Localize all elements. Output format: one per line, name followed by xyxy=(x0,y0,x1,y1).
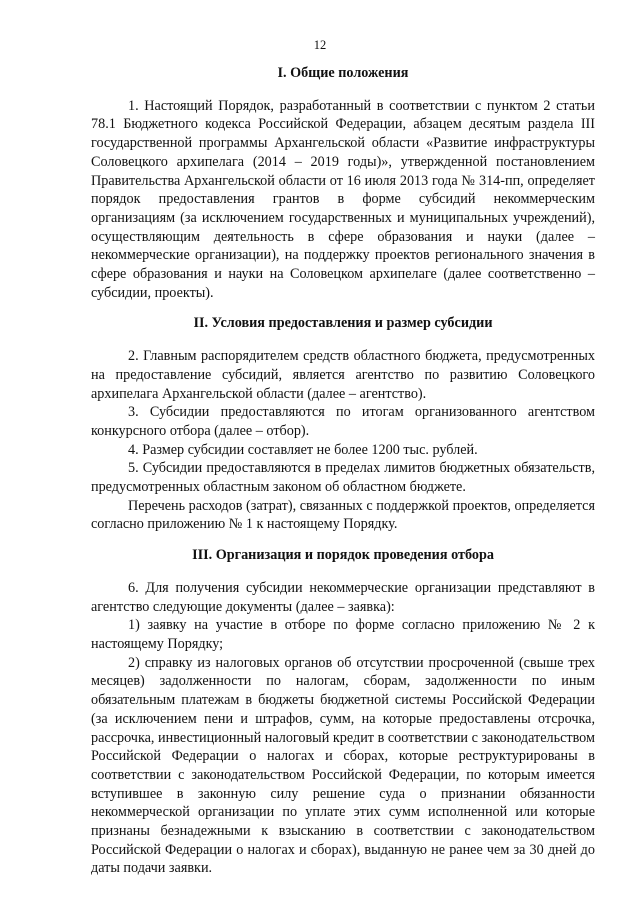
paragraph: 5. Субсидии предоставляются в пределах лимитов бюджетных обязательств, предусмотренных областным законом об областном бюджете. xyxy=(91,460,595,496)
paragraph: 2. Главным распорядителем средств областного бюджета, предусмотренных на предоставление субсидий, является агентство по развитию Соловецкого архипелага Архангельской области (далее – агентство). xyxy=(91,348,595,402)
section-title: I. Общие положения xyxy=(277,65,409,81)
page-number: 12 xyxy=(313,38,327,52)
section-selection-procedure xyxy=(91,546,595,878)
section-general-provisions xyxy=(91,64,595,302)
paragraph: 3. Субсидии предоставляются по итогам организованного агентством конкурсного отбора (далее – отбор). xyxy=(91,404,595,439)
section-subsidy-conditions xyxy=(91,314,595,534)
paragraph: 6. Для получения субсидии некоммерческие организации представляют в агентство следующие документы (далее – заявка): xyxy=(91,579,595,615)
section-title: III. Организация и порядок проведения отбора xyxy=(192,547,494,564)
section-title: II. Условия предоставления и размер субсидии xyxy=(193,315,493,332)
paragraph: Перечень расходов (затрат), связанных с поддержкой проектов, определяется согласно приложению № 1 к настоящему Порядку. xyxy=(91,497,595,533)
paragraph: 2) справку из налоговых органов об отсутствии просроченной (свыше трех месяцев) задолженности по налогам, сборам, задолженности по иным обязательным платежам в бюджеты бюджетной системы Российской Федерации (за исключением пени и штрафов, сумм, на которые предоставлены отсрочка, рассрочка, инвестиционный налоговый кредит в соответствии с законодательством Российской Федерации о налогах и сборах, которые реструктурированы в соответствии с законодательством Российской Федерации, по которым имеется вступившее в законную силу решение суда о признании обязанности некоммерческой организации по уплате этих сумм исполненной или которые признаны безнадежными к взысканию в соответствии с законодательством Российской Федерации о налогах и сборах), выданную не ранее чем за 30 дней до даты подачи заявки. xyxy=(91,654,595,877)
paragraph: 1) заявку на участие в отборе по форме согласно приложению № 2 к настоящему Порядку; xyxy=(91,617,595,652)
document-body xyxy=(91,64,595,878)
paragraph: 1. Настоящий Порядок, разработанный в соответствии с пунктом 2 статьи 78.1 Бюджетного кодекса Российской Федерации, абзацем десятым раздела III государственной программы Архангельской области «Развитие инфраструктуры Соловецкого архипелага (2014 – 2019 годы)», утвержденной постановлением Правительства Архангельской области от 16 июля 2013 года № 314-пп, определяет порядок предоставления грантов в форме субсидий некоммерческим организациям (за исключением государственных и муниципальных учреждений), осуществляющим деятельность в сфере образования и науки (далее – некоммерческие организации), на поддержку проектов регионального значения в сфере образования и науки на Соловецком архипелаге (далее соответственно – субсидии, проекты). xyxy=(91,97,595,301)
paragraph: 4. Размер субсидии составляет не более 1200 тыс. рублей. xyxy=(128,441,478,458)
